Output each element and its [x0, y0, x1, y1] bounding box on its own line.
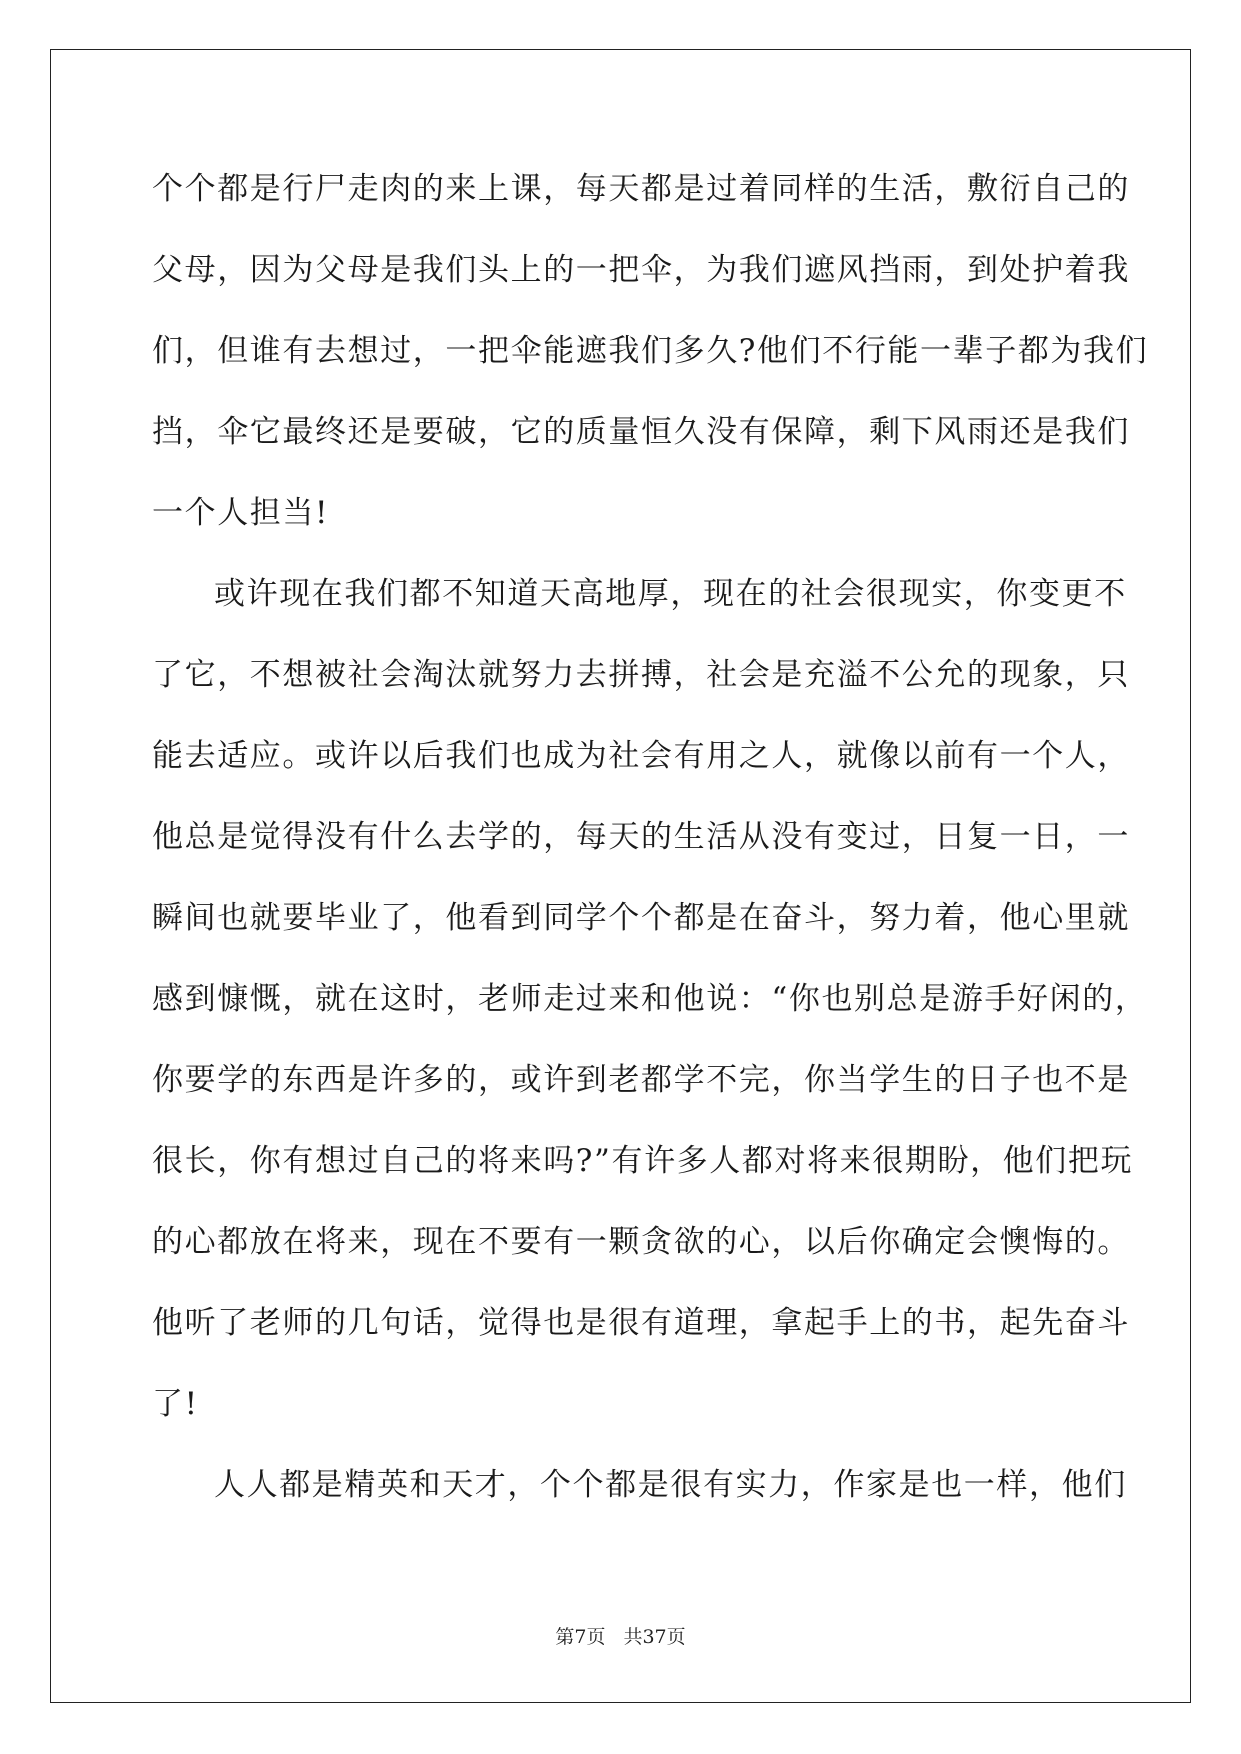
text-line: 感到慷慨，就在这时，老师走过来和他说：“你也别总是游手好闲的， — [152, 981, 1148, 1017]
text-line: 他总是觉得没有什么去学的，每天的生活从没有变过，日复一日，一 — [152, 819, 1130, 855]
text-line: 能去适应。或许以后我们也成为社会有用之人，就像以前有一个人， — [152, 738, 1130, 774]
document-body — [152, 160, 1149, 1537]
text-line: 了! — [152, 1386, 199, 1422]
page-footer — [0, 1622, 1241, 1649]
text-line: 一个人担当! — [152, 495, 330, 531]
text-line: 了它，不想被社会淘汰就努力去拼搏，社会是充溢不公允的现象，只 — [152, 657, 1130, 693]
text-line: 或许现在我们都不知道天高地厚，现在的社会很现实，你变更不 — [214, 576, 1127, 612]
text-line: 挡，伞它最终还是要破，它的质量恒久没有保障，剩下风雨还是我们 — [152, 414, 1130, 450]
text-line: 很长，你有想过自己的将来吗?”有许多人都对将来很期盼，他们把玩 — [152, 1143, 1134, 1179]
text-line: 他听了老师的几句话，觉得也是很有道理，拿起手上的书，起先奋斗 — [152, 1305, 1130, 1341]
text-line: 的心都放在将来，现在不要有一颗贪欲的心，以后你确定会懊悔的。 — [152, 1224, 1130, 1260]
text-line: 们，但谁有去想过，一把伞能遮我们多久?他们不行能一辈子都为我们 — [152, 333, 1149, 369]
text-line: 你要学的东西是许多的，或许到老都学不完，你当学生的日子也不是 — [152, 1062, 1130, 1098]
text-line: 父母，因为父母是我们头上的一把伞，为我们遮风挡雨，到处护着我 — [152, 252, 1130, 288]
page-number: 第7页 — [555, 1626, 606, 1648]
page-total: 共37页 — [623, 1626, 686, 1648]
text-line: 个个都是行尸走肉的来上课，每天都是过着同样的生活，敷衍自己的 — [152, 171, 1130, 207]
text-line: 人人都是精英和天才，个个都是很有实力，作家是也一样，他们 — [214, 1467, 1127, 1503]
text-line: 瞬间也就要毕业了，他看到同学个个都是在奋斗，努力着，他心里就 — [152, 900, 1130, 936]
